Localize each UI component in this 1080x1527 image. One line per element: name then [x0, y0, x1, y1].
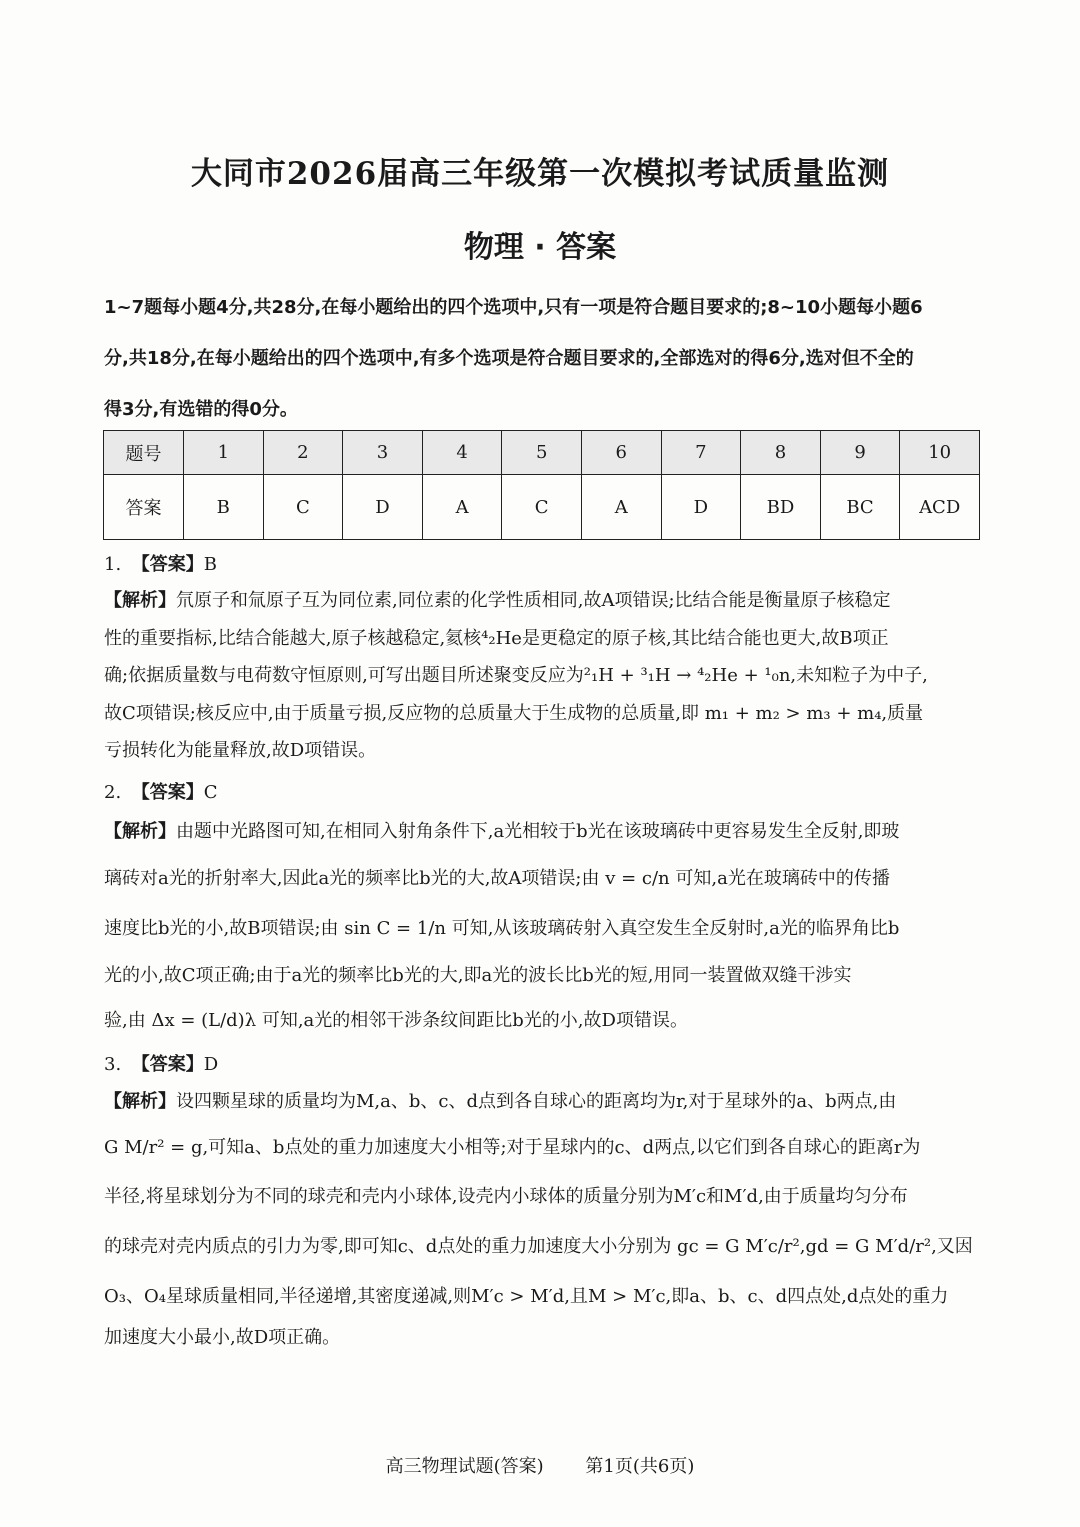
question-number-cell: 9 [820, 431, 900, 475]
answer-cell: A [422, 475, 502, 540]
answer-heading [104, 778, 980, 808]
question-number-row [104, 431, 980, 475]
answer-cell: C [502, 475, 582, 540]
analysis-line: 确;依据质量数与电荷数守恒原则,可写出题目所述聚变反应为²₁H + ³₁H → ⁴₂He + ¹₀n,未知粒子为中子, [104, 665, 928, 686]
answer-cell: ACD [900, 475, 980, 540]
analysis-line: O₃、O₄星球质量相同,半径递增,其密度递减,则M′c > M′d,且M > M′c,即a、b、c、d四点处,d点处的重力 [104, 1286, 949, 1307]
answer-value: D [203, 1054, 219, 1075]
answer-cell: BD [741, 475, 821, 540]
analysis-line: 【解析】由题中光路图可知,在相同入射角条件下,a光相较于b光在该玻璃砖中更容易发生全反射,即玻 [104, 821, 900, 842]
instruction-line: 得3分,有选错的得0分。 [104, 399, 298, 420]
question-number: 3. [104, 1054, 122, 1075]
question-number-cell: 7 [661, 431, 741, 475]
answer-cell: D [343, 475, 423, 540]
page-title: 大同市2026届高三年级第一次模拟考试质量监测 [190, 156, 890, 192]
footer-doc-title: 高三物理试题(答案) [385, 1456, 544, 1477]
answer-row [104, 475, 980, 540]
analysis-line: 性的重要指标,比结合能越大,原子核越稳定,氦核⁴₂He是更稳定的原子核,其比结合能也更大,故B项正 [104, 627, 889, 649]
question-number-cell: 10 [900, 431, 980, 475]
question-1-solution [104, 550, 980, 770]
answer-heading [104, 550, 980, 580]
analysis-line: 亏损转化为能量释放,故D项错误。 [104, 740, 377, 761]
answer-cell: BC [820, 475, 900, 540]
answer-cell: C [263, 475, 343, 540]
question-number-cell: 6 [581, 431, 661, 475]
analysis-line: 半径,将星球划分为不同的球壳和壳内小球体,设壳内小球体的质量分别为M′c和M′d,由于质量均匀分布 [104, 1186, 908, 1207]
answer-cell: B [184, 475, 264, 540]
instruction-line: 1~7题每小题4分,共28分,在每小题给出的四个选项中,只有一项是符合题目要求的;8~10小题每小题6 [104, 297, 923, 318]
answer-label: 【答案】 [131, 782, 204, 803]
question-number-cell: 4 [422, 431, 502, 475]
answer-cell: A [581, 475, 661, 540]
question-number-cell: 8 [741, 431, 821, 475]
question-number-cell: 5 [502, 431, 582, 475]
answer-table [103, 430, 980, 540]
answer-label: 【答案】 [131, 554, 204, 575]
analysis-line: G M/r² = g,可知a、b点处的重力加速度大小相等;对于星球内的c、d两点,以它们到各自球心的距离r为 [104, 1137, 921, 1158]
footer-page-number: 第1页(共6页) [585, 1456, 695, 1477]
analysis-label: 【解析】 [104, 1091, 176, 1112]
answer-label: 【答案】 [131, 1054, 204, 1075]
row-label: 题号 [104, 431, 184, 475]
question-number-cell: 3 [343, 431, 423, 475]
question-number: 1. [104, 554, 122, 575]
question-number-cell: 2 [263, 431, 343, 475]
question-2-solution [104, 778, 980, 1044]
question-3-solution [104, 1050, 980, 1356]
analysis-line: 光的小,故C项正确;由于a光的频率比b光的大,即a光的波长比b光的短,用同一装置做双缝干涉实 [104, 965, 852, 986]
scoring-instructions [104, 282, 980, 435]
analysis-line: 故C项错误;核反应中,由于质量亏损,反应物的总质量大于生成物的总质量,即 m₁ + m₂ > m₃ + m₄,质量 [104, 702, 924, 724]
analysis-line: 的球壳对壳内质点的引力为零,即可知c、d点处的重力加速度大小分别为 gc = G M′c/r²,gd = G M′d/r²,又因 [104, 1236, 973, 1257]
analysis-label: 【解析】 [104, 590, 176, 611]
analysis-label: 【解析】 [104, 821, 176, 842]
analysis-line: 加速度大小最小,故D项正确。 [104, 1327, 341, 1348]
analysis-line: 【解析】氘原子和氚原子互为同位素,同位素的化学性质相同,故A项错误;比结合能是衡量原子核稳定 [104, 590, 891, 611]
question-number-cell: 1 [184, 431, 264, 475]
question-number: 2. [104, 782, 122, 803]
answer-value: C [203, 782, 218, 803]
answer-value: B [203, 554, 217, 575]
analysis-line: 璃砖对a光的折射率大,因此a光的频率比b光的大,故A项错误;由 v = c/n 可知,a光在玻璃砖中的传播 [104, 868, 890, 889]
page-footer [0, 1452, 1080, 1478]
page-subtitle: 物理 · 答案 [463, 230, 617, 265]
analysis-line: 【解析】设四颗星球的质量均为M,a、b、c、d点到各自球心的距离均为r,对于星球外的a、b两点,由 [104, 1091, 897, 1112]
answer-heading [104, 1050, 980, 1080]
analysis-line: 验,由 Δx = (L/d)λ 可知,a光的相邻干涉条纹间距比b光的小,故D项错误。 [104, 1010, 688, 1031]
answer-cell: D [661, 475, 741, 540]
instruction-line: 分,共18分,在每小题给出的四个选项中,有多个选项是符合题目要求的,全部选对的得6分,选对但不全的 [104, 348, 914, 369]
analysis-line: 速度比b光的小,故B项错误;由 sin C = 1/n 可知,从该玻璃砖射入真空发生全反射时,a光的临界角比b [104, 918, 900, 939]
row-label: 答案 [104, 475, 184, 540]
